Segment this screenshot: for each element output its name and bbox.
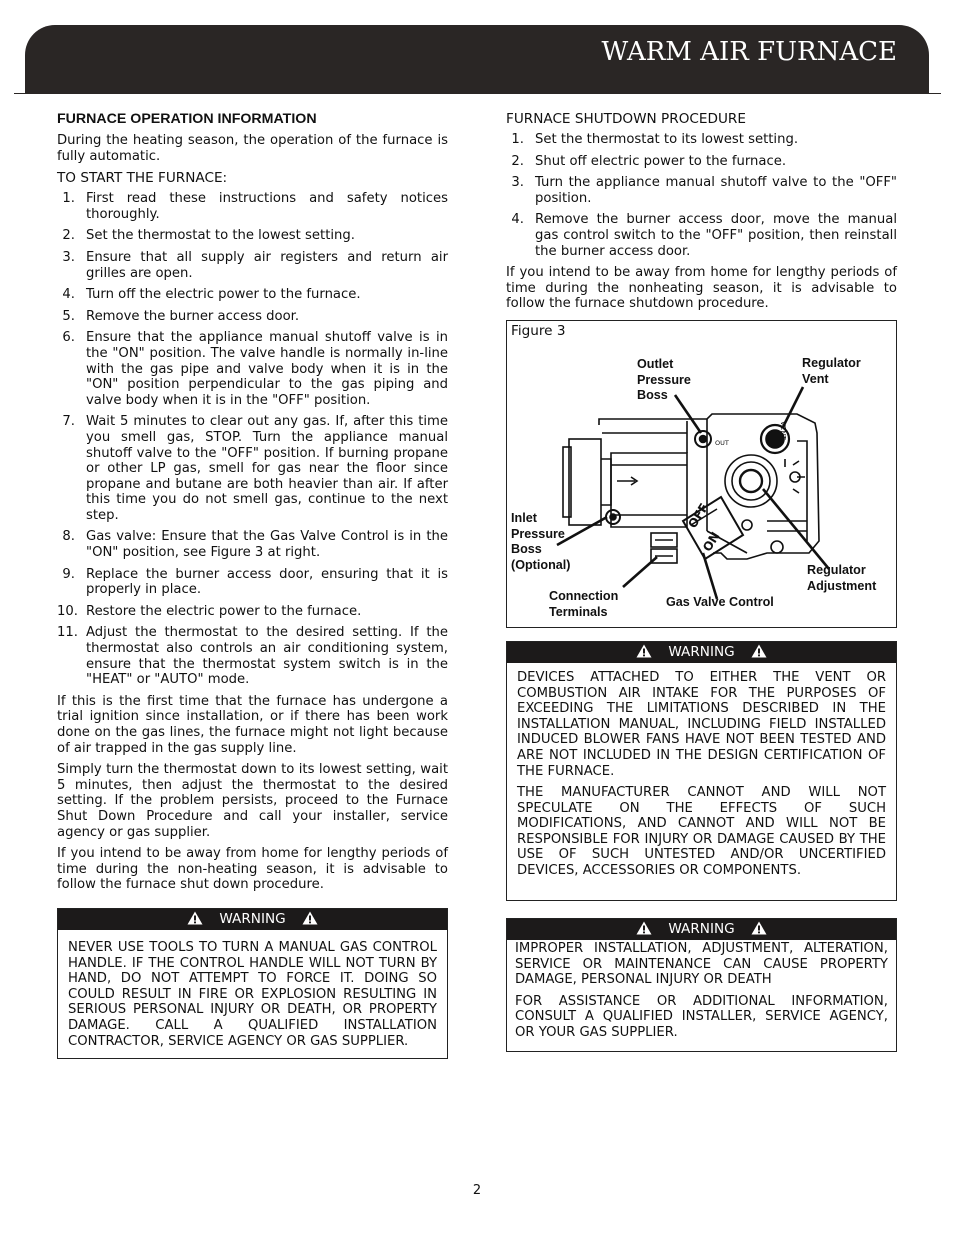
list-item	[57, 191, 448, 222]
warning-icon	[636, 921, 652, 935]
header-rule	[14, 93, 941, 94]
step-number: 5.	[62, 308, 75, 324]
warning-text: DEVICES ATTACHED TO EITHER THE VENT OR COMBUSTION AIR INTAKE FOR THE PURPOSES OF EXCEEDING THE LIMITATIONS DESCRIBED IN THE INSTALLATION MANUAL, INCLUDING FIELD INSTALLED INDUCED BLOWER FANS HAVE NOT BEEN TESTED AND ARE NOT INCLUDED IN THE DESIGN CERTIFICATION OF THE FURNACE.	[517, 669, 886, 779]
list-item	[57, 228, 448, 244]
callout-text: Inlet Pressure Boss (Optional)	[511, 510, 571, 572]
step-number: 8.	[62, 529, 75, 545]
list-item	[57, 604, 448, 620]
step-number: 7.	[62, 414, 75, 430]
list-item	[57, 309, 448, 325]
warning-box-attached-devices	[506, 641, 897, 901]
callout-outlet-pressure-boss	[637, 357, 691, 404]
callout-text: Connection Terminals	[549, 588, 619, 619]
warning-box-improper-installation	[506, 918, 897, 1052]
step-number: 4.	[511, 212, 524, 228]
intro-paragraph: During the heating season, the operation of the furnace is fully automatic.	[57, 133, 448, 164]
callout-regulator-vent	[802, 356, 861, 387]
list-item	[57, 567, 448, 598]
step-number: 2.	[62, 228, 75, 244]
list-item	[506, 175, 897, 206]
callout-regulator-adjustment	[807, 563, 876, 594]
warning-text: IMPROPER INSTALLATION, ADJUSTMENT, ALTERATION, SERVICE OR MAINTENANCE CAN CAUSE PROPERTY DAMAGE, PERSONAL INJURY OR DEATH	[515, 940, 888, 988]
list-item	[57, 414, 448, 523]
step-text: Turn the appliance manual shutoff valve to the "OFF" position.	[535, 175, 897, 206]
step-text: Turn off the electric power to the furnace.	[86, 287, 361, 303]
step-text: Replace the burner access door, ensuring that it is properly in place.	[86, 566, 448, 598]
list-item	[57, 287, 448, 303]
step-text: Gas valve: Ensure that the Gas Valve Control is in the "ON" position, see Figure 3 at right.	[86, 529, 448, 561]
warning-icon	[302, 911, 318, 925]
warning-icon	[636, 644, 652, 658]
step-text: Remove the burner access door, move the manual gas control switch to the "OFF" position, then reinstall the burner access door.	[535, 212, 897, 259]
callout-gas-valve-control	[666, 595, 774, 611]
step-text: Set the thermostat to the lowest setting.	[86, 228, 355, 244]
list-item	[506, 154, 897, 170]
shutdown-steps-list	[506, 132, 897, 259]
callout-text: Outlet Pressure Boss	[637, 356, 691, 403]
warning-text: FOR ASSISTANCE OR ADDITIONAL INFORMATION, CONSULT A QUALIFIED INSTALLER, SERVICE AGENCY, OR YOUR GAS SUPPLIER.	[515, 993, 888, 1040]
paragraph-trial-ignition: If this is the first time that the furnace has undergone a trial ignition since installation, or if there has been work done on the gas lines, the furnace might not light because of air trapped in the gas supply line.	[57, 693, 448, 756]
figure-3	[506, 320, 897, 628]
vent-marking: VENT	[779, 420, 787, 440]
step-text: Ensure that all supply air registers and return air grilles are open.	[86, 249, 448, 281]
step-text: Set the thermostat to its lowest setting.	[535, 132, 799, 147]
step-number: 1.	[62, 191, 75, 207]
left-column	[57, 111, 448, 1059]
page-title: WARM AIR FURNACE	[601, 37, 897, 67]
step-number: 3.	[62, 249, 75, 265]
figure-label: Figure 3	[511, 322, 566, 339]
step-number: 6.	[62, 330, 75, 346]
warning-header	[58, 909, 447, 930]
step-text: Remove the burner access door.	[86, 308, 300, 324]
page-number: 2	[472, 1183, 482, 1198]
list-item	[57, 250, 448, 281]
paragraph-away: If you intend to be away from home for lengthy periods of time during the non-heating season, it is advisable to follow the furnace shut down procedure.	[57, 846, 448, 893]
step-number: 3.	[511, 175, 524, 191]
callout-text: Gas Valve Control	[666, 594, 774, 609]
start-steps-list	[57, 191, 448, 688]
callout-connection-terminals	[549, 589, 618, 620]
step-text: Wait 5 minutes to clear out any gas. If, after this time you smell gas, STOP. Turn the appliance manual shutoff valve to the "OFF" position. If burning propane or other LP gas, smell for gas near the floor since propane and butane are both heavier than air. If after this time you do not smell gas, continue to the next step.	[86, 414, 448, 523]
warning-label: WARNING	[668, 643, 735, 660]
header-bar	[25, 25, 929, 93]
list-item	[506, 132, 897, 148]
callout-inlet-pressure-boss	[511, 511, 570, 573]
callout-text: Regulator Adjustment	[807, 562, 877, 593]
step-text: Shut off electric power to the furnace.	[535, 153, 787, 169]
on-marking: ON	[700, 529, 723, 555]
right-column	[506, 111, 897, 1052]
start-title: TO START THE FURNACE:	[57, 170, 228, 187]
list-item	[57, 529, 448, 560]
step-text: Adjust the thermostat to the desired setting. If the thermostat also controls an air conditioning system, ensure that the thermostat system switch is in the "HEAT" or "AUTO" mode.	[86, 625, 448, 688]
step-number: 9.	[62, 566, 75, 582]
warning-text: NEVER USE TOOLS TO TURN A MANUAL GAS CONTROL HANDLE. IF THE CONTROL HANDLE WILL NOT TURN BY HAND, DO NOT ATTEMPT TO FORCE IT. DOING SO COULD RESULT IN FIRE OR EXPLOSION RESULTING IN SERIOUS PERSONAL INJURY OR DEATH, OR PROPERTY DAMAGE. CALL A QUALIFIED INSTALLATION CONTRACTOR, SERVICE AGENCY OR GAS SUPPLIER.	[68, 939, 437, 1049]
warning-box-gas-control	[57, 908, 448, 1059]
shutdown-title: FURNACE SHUTDOWN PROCEDURE	[506, 111, 746, 127]
list-item	[506, 212, 897, 259]
warning-label: WARNING	[668, 920, 735, 937]
warning-header	[507, 919, 896, 940]
outlet-marking: OUT	[715, 438, 729, 447]
callout-text: Regulator Vent	[802, 355, 861, 386]
warning-icon	[187, 911, 203, 925]
warning-header	[507, 642, 896, 663]
step-text: Restore the electric power to the furnace.	[86, 603, 362, 619]
warning-label: WARNING	[219, 910, 286, 927]
step-number: 2.	[511, 153, 524, 169]
warning-text: THE MANUFACTURER CANNOT AND WILL NOT SPECULATE ON THE EFFECTS OF SUCH MODIFICATIONS, AND CANNOT AND WILL NOT BE RESPONSIBLE FOR INJURY OR DAMAGE CAUSED BY THE USE OF SUCH UNTESTED AND/OR UNCERTIFIED DEVICES, ACCESSORIES OR COMPONENTS.	[517, 785, 886, 879]
step-text: First read these instructions and safety notices thoroughly.	[86, 191, 448, 222]
off-marking: OFF	[685, 500, 712, 531]
step-number: 1.	[511, 132, 524, 147]
warning-icon	[751, 921, 767, 935]
list-item	[57, 625, 448, 687]
step-number: 11.	[57, 625, 78, 641]
step-number: 10.	[57, 603, 78, 619]
step-number: 4.	[62, 287, 75, 303]
section-title: FURNACE OPERATION INFORMATION	[57, 111, 317, 127]
paragraph-shutdown-away: If you intend to be away from home for lengthy periods of time during the nonheating season, it is advisable to follow the furnace shutdown procedure.	[506, 265, 897, 312]
warning-icon	[751, 644, 767, 658]
step-text: Ensure that the appliance manual shutoff valve is in the "ON" position. The valve handle is normally in-line with the gas pipe and valve body when it is in the "ON" position perpendicular to the gas piping and valve body when it is in the "OFF" position.	[86, 330, 448, 408]
paragraph-thermostat: Simply turn the thermostat down to its lowest setting, wait 5 minutes, then adjust the thermostat to the desired setting. If the problem persists, proceed to the Furnace Shut Down Procedure and call your installer, service agency or gas supplier.	[57, 762, 448, 840]
list-item	[57, 330, 448, 408]
